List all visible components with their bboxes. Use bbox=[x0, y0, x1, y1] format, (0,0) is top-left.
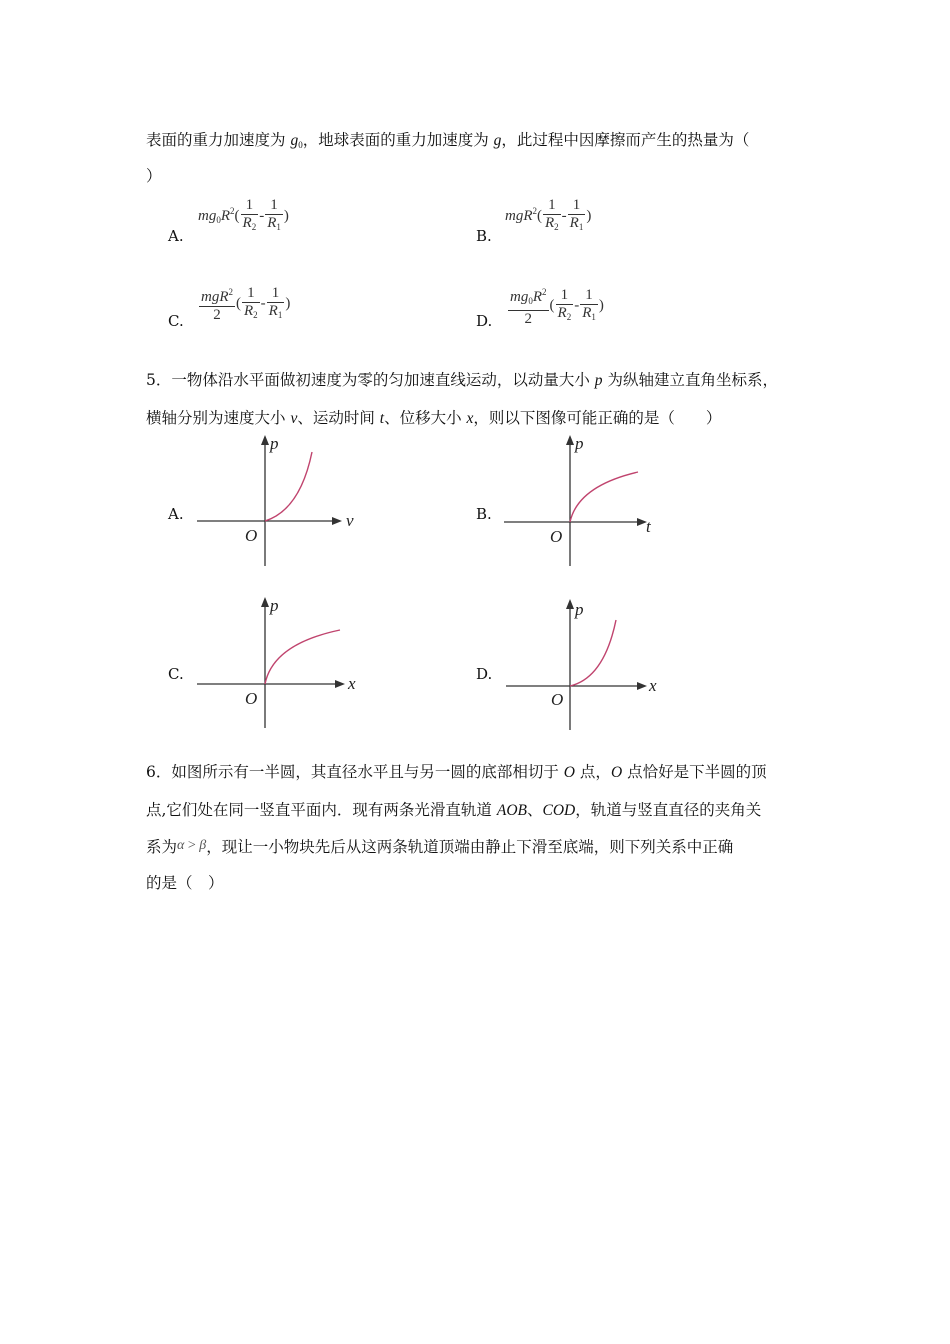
q6-line-2: 点,它们处在同一竖直平面内．现有两条光滑直轨道 AOB、COD，轨道与竖直直径的夹角关 bbox=[146, 801, 762, 819]
q4-line-1: 表面的重力加速度为 $g_0$，地球表面的重力加速度为 g，此过程中因摩擦而产生的热量为（ bbox=[146, 131, 750, 150]
origin-label: O bbox=[550, 527, 563, 546]
y-axis-arrow bbox=[566, 435, 574, 445]
curve bbox=[570, 472, 638, 522]
q5-option-b-label: B. bbox=[476, 505, 492, 523]
q5-line-1: 5．一物体沿水平面做初速度为零的匀加速直线运动，以动量大小 p 为纵轴建立直角坐标系， bbox=[146, 371, 778, 389]
q4-option-d-formula: $\frac{mg_0R^2}{2}$ ( $\frac{1}{R_2}$ - $\frac{1}{R_1}$ ) bbox=[507, 284, 604, 328]
q4-option-b-formula: mgR$^2$( $\frac{1}{R_2}$ - $\frac{1}{R_1}$ ) bbox=[505, 197, 592, 232]
q5-option-a-label: A. bbox=[168, 505, 184, 523]
q4-option-a-formula: $mg_0R^2$( $\frac{1}{R_2}$ - $\frac{1}{R_1}$ ) bbox=[198, 197, 289, 232]
q4-option-b-label: B. bbox=[476, 227, 492, 245]
y-axis-arrow bbox=[566, 599, 574, 609]
graph-c bbox=[195, 594, 365, 734]
x-axis-label: t bbox=[646, 517, 651, 536]
graph-b bbox=[500, 432, 670, 572]
curve bbox=[570, 620, 616, 686]
curve bbox=[265, 452, 312, 521]
curve bbox=[265, 630, 340, 684]
q5-option-c-label: C. bbox=[168, 665, 184, 683]
g-symbol: g bbox=[493, 132, 502, 149]
graph-a bbox=[195, 432, 365, 572]
q6-line-3: 系为α > β，现让一小物块先后从这两条轨道顶端由静止下滑至底端，则下列关系中正确 bbox=[146, 838, 734, 856]
q4-option-a-label: A. bbox=[168, 227, 184, 245]
x-axis-arrow bbox=[332, 517, 342, 525]
y-axis-arrow bbox=[261, 435, 269, 445]
q5-line-2: 横轴分别为速度大小 v、运动时间 t、位移大小 x，则以下图像可能正确的是（ ） bbox=[146, 409, 722, 427]
x-axis-label: x bbox=[649, 676, 657, 695]
y-axis-arrow bbox=[261, 597, 269, 607]
origin-label: O bbox=[245, 689, 258, 708]
y-axis-label: p bbox=[270, 434, 279, 453]
q6-line-4: 的是（ ） bbox=[146, 874, 224, 892]
q4-option-d-label: D. bbox=[476, 312, 493, 330]
y-axis-label: p bbox=[270, 596, 279, 615]
x-axis-label: v bbox=[346, 511, 354, 530]
g0-symbol: $g_0$ bbox=[290, 132, 303, 150]
q6-line-1: 6．如图所示有一半圆，其直径水平且与另一圆的底部相切于 O 点，O 点恰好是下半圆的顶 bbox=[146, 763, 767, 781]
x-axis-arrow bbox=[637, 682, 647, 690]
x-axis-arrow bbox=[335, 680, 345, 688]
graph-d bbox=[500, 596, 670, 736]
origin-label: O bbox=[551, 690, 564, 709]
y-axis-label: p bbox=[575, 434, 584, 453]
q5-option-d-label: D. bbox=[476, 665, 493, 683]
x-axis-label: x bbox=[348, 674, 356, 693]
q4-option-c-label: C. bbox=[168, 312, 184, 330]
alpha-gt-beta: α > β bbox=[177, 838, 207, 853]
origin-label: O bbox=[245, 526, 258, 545]
q4-option-c-formula: $\frac{mgR^2}{2}$ ( $\frac{1}{R_2}$ - $\frac{1}{R_1}$ ) bbox=[201, 284, 291, 323]
q4-line-2: ） bbox=[146, 167, 162, 185]
y-axis-label: p bbox=[575, 600, 584, 619]
